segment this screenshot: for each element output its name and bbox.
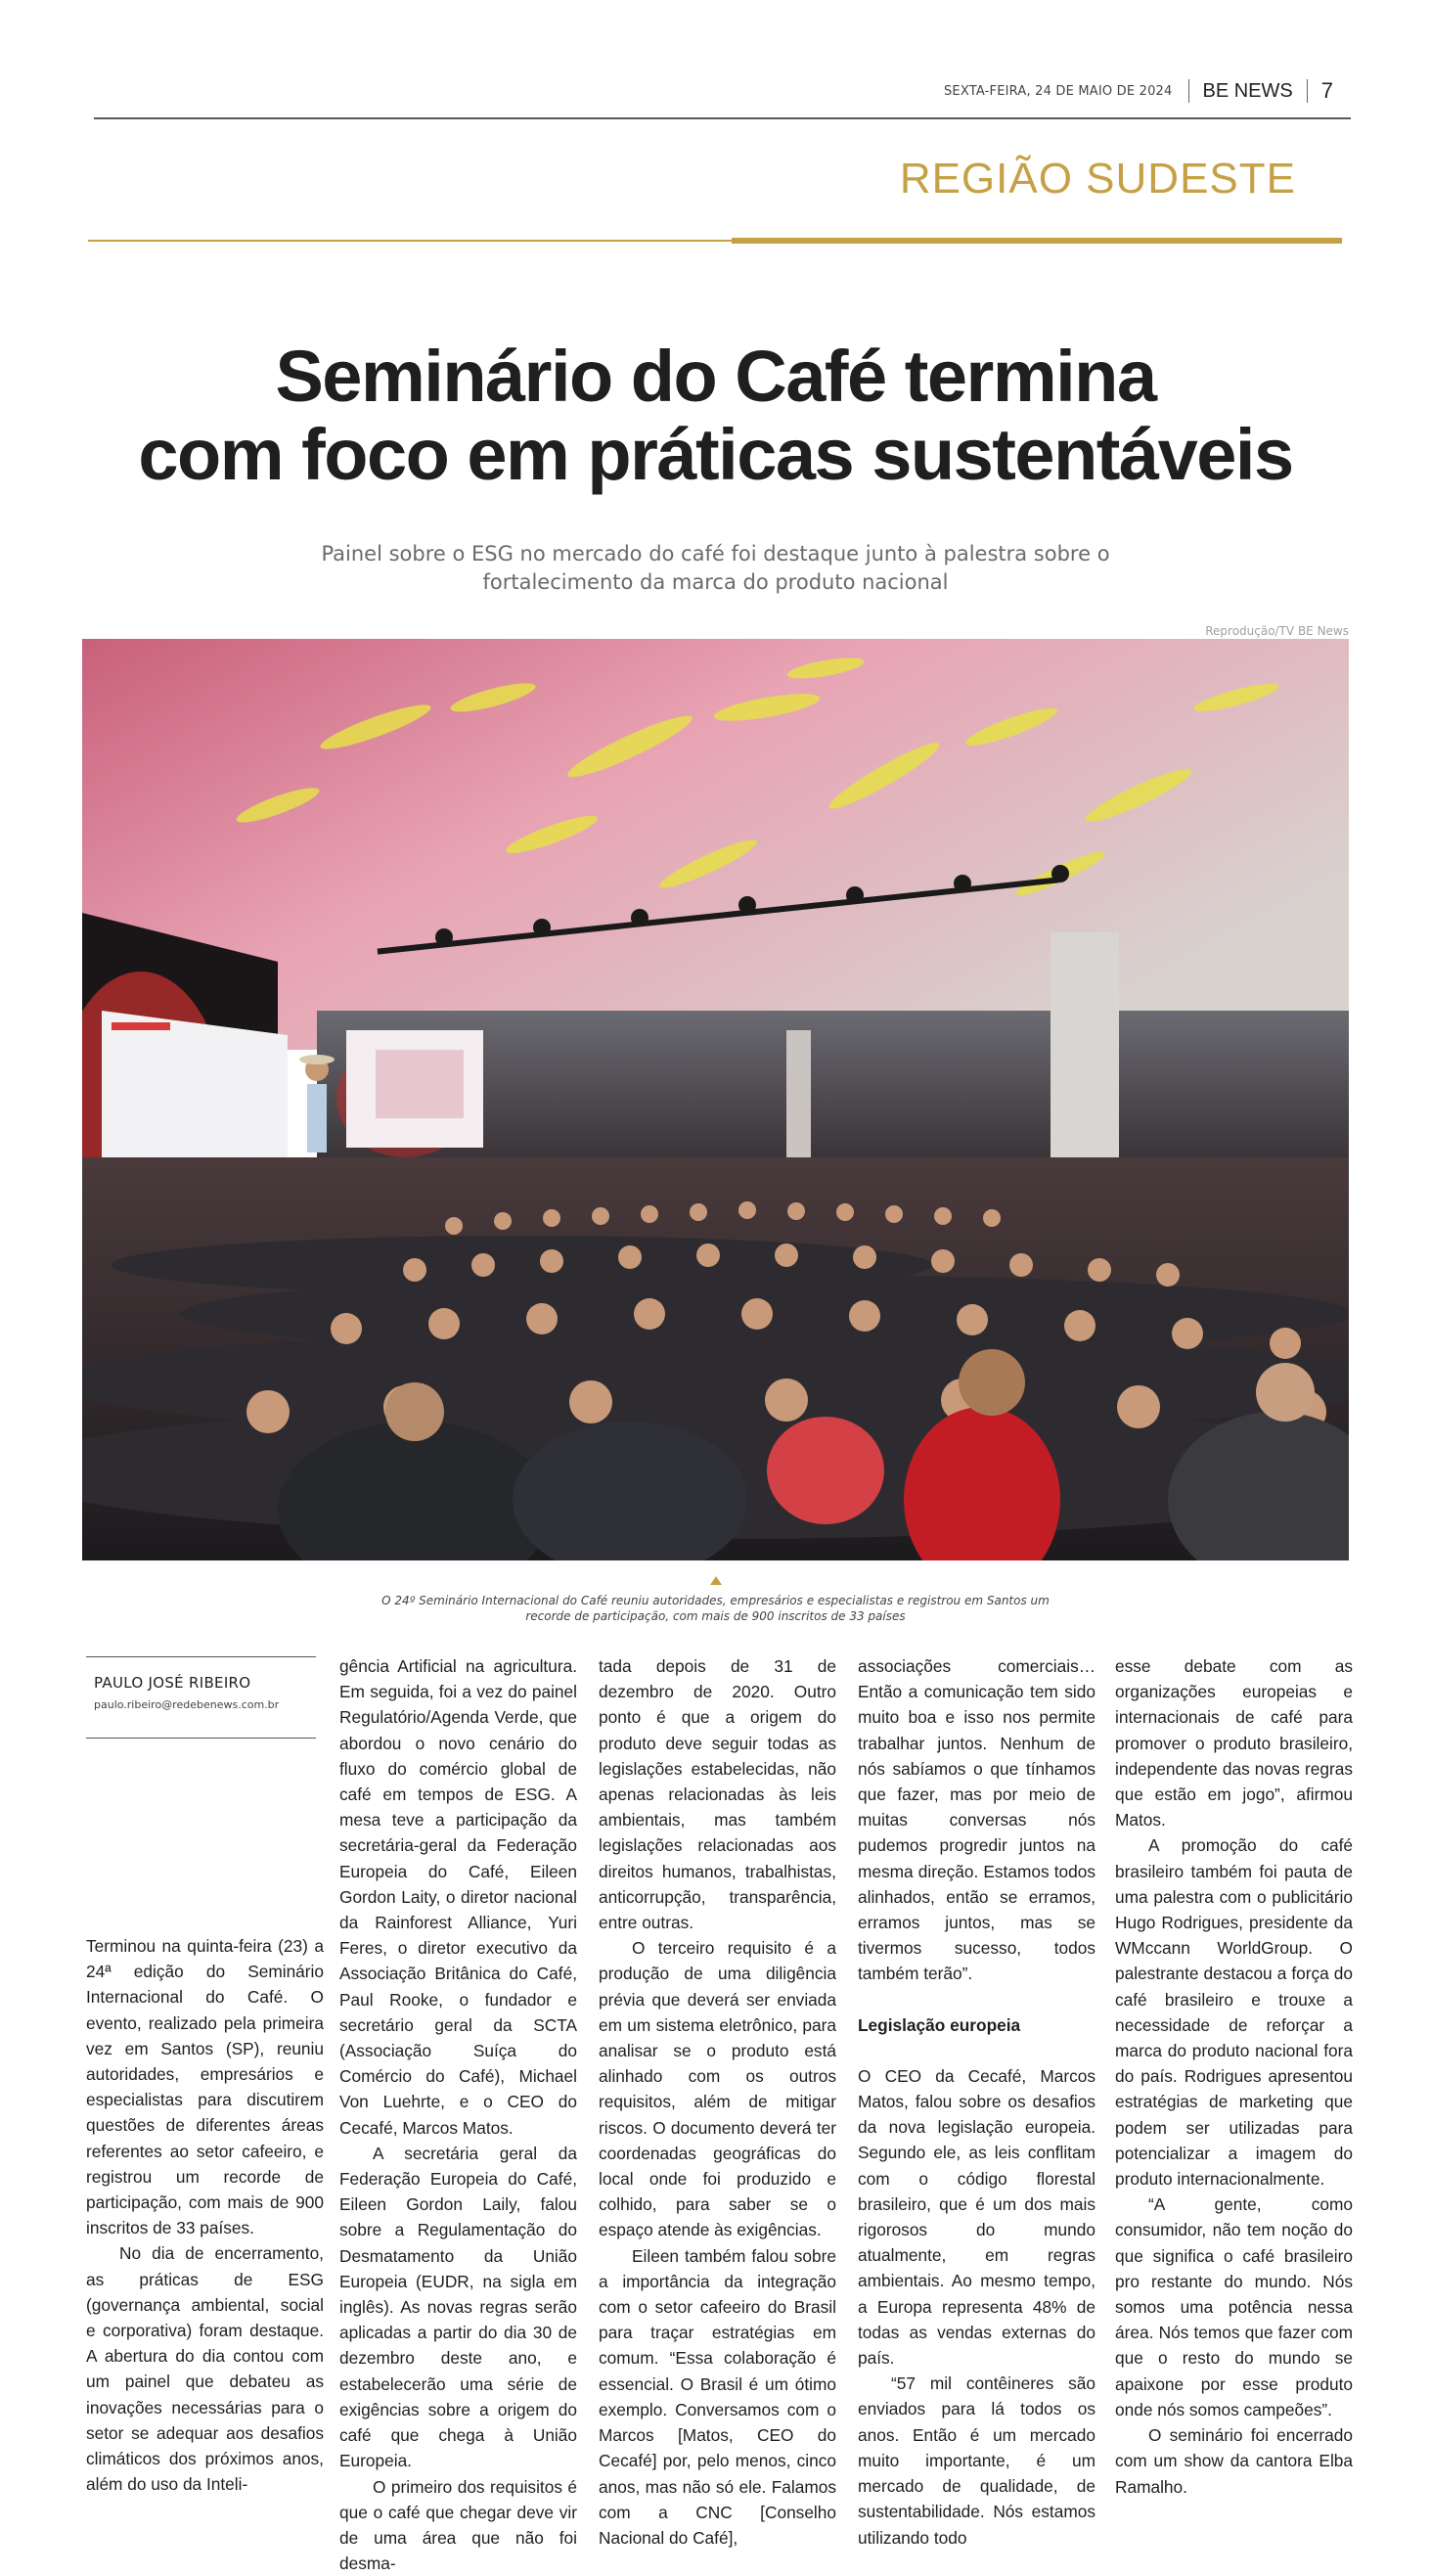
paragraph: gência Artificial na agricultura. Em seguida, foi a vez do painel Regulatório/Agenda Verde, que abordou o novo cenário do fluxo do comércio global de café em tempos de ESG. A mesa teve a participação da secretária-geral da Federação Europeia do Café, Eileen Gordon Laity, o diretor nacional da Rainforest Alliance, Yuri Feres, o diretor executivo da Associação Britânica do Café, Paul Rooke, o fundador e secretário geral da SCTA (Associação Suíça do Comércio do Café), Michael Von Luehrte, e o CEO do Cecafé, Marcos Matos. <box>339 1653 577 2141</box>
article-column-4 <box>858 1653 1096 2551</box>
paragraph: associações comerciais… Então a comunicação tem sido muito boa e isso nos permite trabalhar juntos. Nenhum de nós sabíamos o que tínhamos que fazer, mas por meio de muitas conversas nós pudemos progredir juntos na mesma direção. Estamos todos alinhados, então se erramos, erramos juntos, mas se tivermos sucesso, todos também terão”. <box>858 1653 1096 1987</box>
headline-line-2: com foco em práticas sustentáveis <box>59 416 1372 494</box>
section-subheading: Legislação europeia <box>858 2012 1096 2038</box>
main-photo <box>82 639 1349 1560</box>
paragraph: Eileen também falou sobre a importância da integração com o setor cafeeiro do Brasil para traçar estratégias em comum. “Essa colaboração é essencial. O Brasil é um ótimo exemplo. Conversamos com o Marcos [Matos, CEO do Cecafé] por, pelo menos, cinco anos, mas não só ele. Falamos com a CNC [Conselho Nacional do Café], <box>599 2243 836 2551</box>
author-email: paulo.ribeiro@redebenews.com.br <box>94 1698 279 1711</box>
header-divider <box>1307 79 1308 103</box>
issue-date: SEXTA-FEIRA, 24 DE MAIO DE 2024 <box>944 84 1173 99</box>
paragraph: O primeiro dos requisitos é que o café que chegar deve vir de uma área que não foi desma- <box>339 2474 577 2576</box>
header-right <box>944 78 1333 104</box>
caption-marker-icon <box>710 1576 722 1585</box>
paragraph: “57 mil contêineres são enviados para lá todos os anos. Então é um mercado muito importante, é um mercado de qualidade, de sustentabilidade. Nós estamos utilizando todo <box>858 2371 1096 2550</box>
article-column-3 <box>599 1653 836 2551</box>
paragraph: esse debate com as organizações europeias e internacionais de café para promover o produto brasileiro, independente das novas regras que estão em jogo”, afirmou Matos. <box>1115 1653 1353 1832</box>
paragraph: tada depois de 31 de dezembro de 2020. Outro ponto é que a origem do produto deve seguir todas as legislações estabelecidas, não apenas relacionadas às leis ambientais, mas também legislações relacionadas aos direitos humanos, trabalhistas, anticorrupção, transparência, entre outras. <box>599 1653 836 1935</box>
byline <box>86 1656 316 1739</box>
paragraph: A secretária geral da Federação Europeia do Café, Eileen Gordon Laily, falou sobre a Regulamentação do Desmatamento da União Europeia (EUDR, na sigla em inglês). As novas regras serão aplicadas a partir do dia 30 de dezembro deste ano, e estabelecerão uma série de exigências sobre a origem do café que chega à União Europeia. <box>339 2141 577 2474</box>
paragraph: “A gente, como consumidor, não tem noção do que significa o café brasileiro pro restante do mundo. Nós somos uma potência nessa área. Nós temos que fazer com que o resto do mundo se apaixone por esse produto onde nós somos campeões”. <box>1115 2192 1353 2422</box>
page-number: 7 <box>1321 78 1333 104</box>
header-divider <box>1188 79 1189 103</box>
author-name: PAULO JOSÉ RIBEIRO <box>94 1674 250 1692</box>
section-rule <box>88 240 732 242</box>
article-column-2 <box>339 1653 577 2576</box>
article-column-1 <box>86 1933 324 2497</box>
section-rule-accent <box>732 238 1342 244</box>
article-column-5 <box>1115 1653 1353 2500</box>
photo-credit: Reprodução/TV BE News <box>1205 624 1349 638</box>
headline-line-1: Seminário do Café termina <box>59 338 1372 416</box>
article-subtitle: Painel sobre o ESG no mercado do café foi destaque junto à palestra sobre o fortalecimento da marca do produto nacional <box>293 540 1138 597</box>
section-label: REGIÃO SUDESTE <box>900 155 1296 203</box>
paragraph: No dia de encerramento, as práticas de ESG (governança ambiental, social e corporativa) foram destaque. A abertura do dia contou com um painel que debateu as inovações necessárias para o setor se adequar aos desafios climáticos dos próximos anos, além do uso da Inteli- <box>86 2240 324 2497</box>
publication-name: BE NEWS <box>1203 80 1293 103</box>
paragraph: Terminou na quinta-feira (23) a 24ª edição do Seminário Internacional do Café. O evento, realizado pela primeira vez em Santos (SP), reuniu autoridades, empresários e especialistas para discutirem questões de diferentes áreas referentes ao setor cafeeiro, e registrou um recorde de participação, com mais de 900 inscritos de 33 países. <box>86 1933 324 2240</box>
paragraph: O seminário foi encerrado com um show da cantora Elba Ramalho. <box>1115 2422 1353 2500</box>
headline <box>59 338 1372 494</box>
photo-caption: O 24º Seminário Internacional do Café reuniu autoridades, empresários e especialistas e registrou em Santos um recorde de participação, com mais de 900 inscritos de 33 países <box>372 1593 1059 1624</box>
paragraph: O terceiro requisito é a produção de uma diligência prévia que deverá ser enviada em um sistema eletrônico, para analisar se o produto está alinhado com os outros requisitos, além de mitigar riscos. O documento deverá ter coordenadas geográficas do local onde foi produzido e colhido, para saber se o espaço atende às exigências. <box>599 1935 836 2242</box>
paragraph: O CEO da Cecafé, Marcos Matos, falou sobre os desafios da nova legislação europeia. Segundo ele, as leis conflitam com o código florestal brasileiro, que é um dos mais rigorosos do mundo atualmente, em regras ambientais. Ao mesmo tempo, a Europa representa 48% de todas as vendas externas do país. <box>858 2063 1096 2371</box>
page-header <box>94 70 1351 119</box>
paragraph: A promoção do café brasileiro também foi pauta de uma palestra com o publicitário Hugo Rodrigues, presidente da WMccann WorldGroup. O palestrante destacou a força do café brasileiro e trouxe a necessidade de reforçar a marca do produto nacional fora do país. Rodrigues apresentou estratégias de marketing que podem ser utilizadas para potencializar a imagem do produto internacionalmente. <box>1115 1832 1353 2192</box>
